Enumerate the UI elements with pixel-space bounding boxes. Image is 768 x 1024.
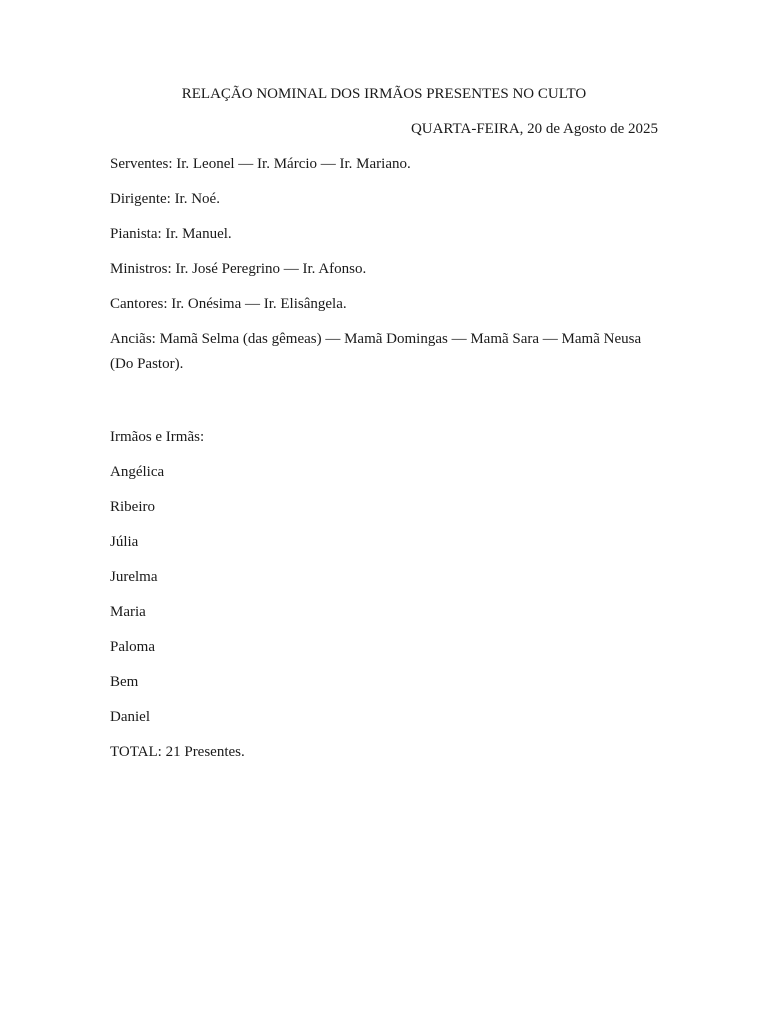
role-serventes: Serventes: Ir. Leonel — Ir. Márcio — Ir. Mariano. bbox=[110, 156, 411, 172]
document-page bbox=[110, 84, 658, 777]
total-count: TOTAL: 21 Presentes. bbox=[110, 744, 245, 760]
document-date: QUARTA-FEIRA, 20 de Agosto de 2025 bbox=[410, 121, 658, 137]
list-item: Ribeiro bbox=[110, 499, 155, 515]
document-title: RELAÇÃO NOMINAL DOS IRMÃOS PRESENTES NO CULTO bbox=[181, 86, 587, 102]
list-item: Júlia bbox=[110, 534, 139, 550]
list-item: Bem bbox=[110, 674, 139, 690]
list-item: Maria bbox=[110, 604, 146, 620]
section-spacer bbox=[110, 377, 658, 427]
role-ancias: Anciãs: Mamã Selma (das gêmeas) — Mamã Domingas — Mamã Sara — Mamã Neusa (Do Pastor). bbox=[110, 331, 642, 372]
list-item: Angélica bbox=[110, 464, 165, 480]
list-item: Paloma bbox=[110, 639, 155, 655]
members-list bbox=[110, 462, 658, 727]
role-cantores: Cantores: Ir. Onésima — Ir. Elisângela. bbox=[110, 296, 347, 312]
members-heading: Irmãos e Irmãs: bbox=[110, 429, 205, 445]
role-ministros: Ministros: Ir. José Peregrino — Ir. Afonso. bbox=[110, 261, 367, 277]
role-pianista: Pianista: Ir. Manuel. bbox=[110, 226, 232, 242]
list-item: Daniel bbox=[110, 709, 150, 725]
role-dirigente: Dirigente: Ir. Noé. bbox=[110, 191, 220, 207]
list-item: Jurelma bbox=[110, 569, 158, 585]
